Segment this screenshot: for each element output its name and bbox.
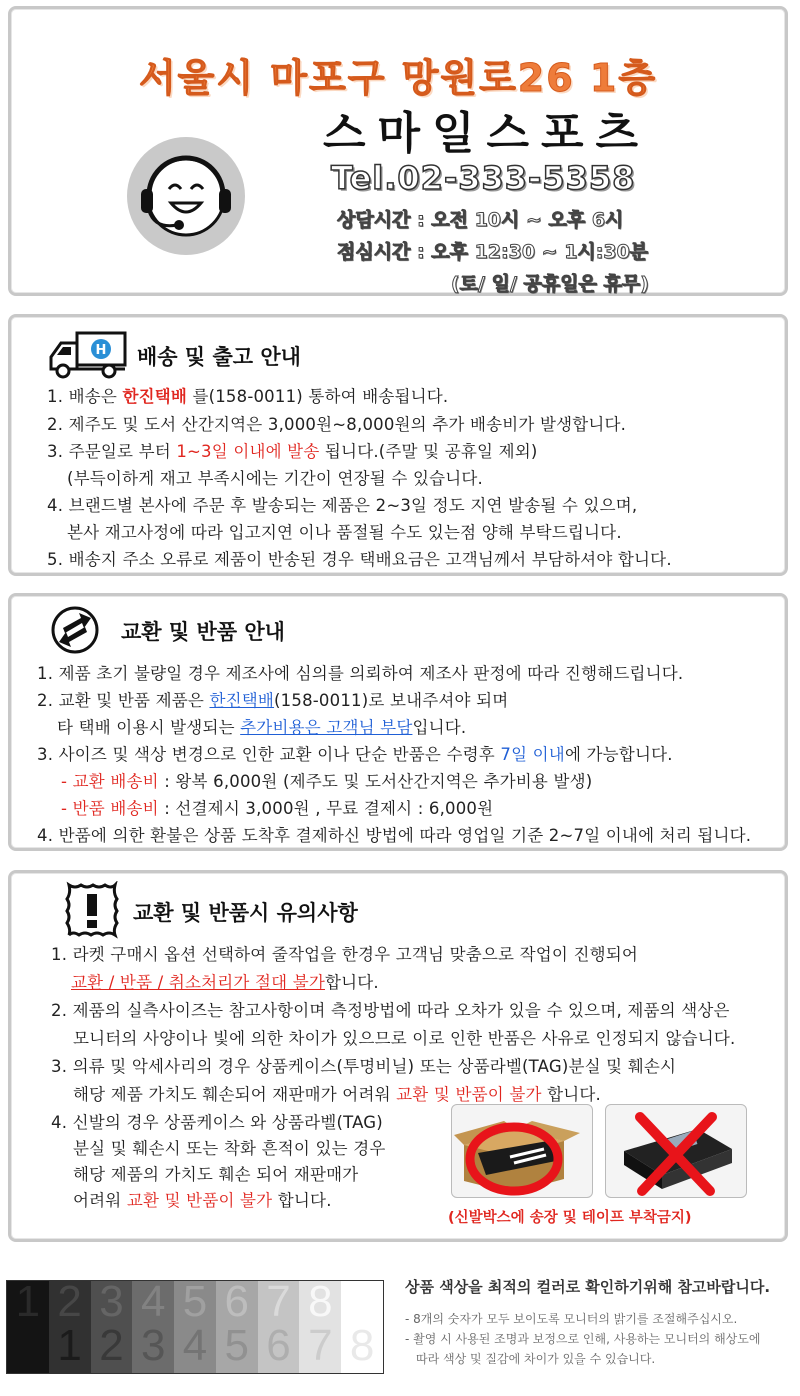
shipping-line-3: 3. 주문일로 부터 1~3일 이내에 발송 됩니다.(주말 및 공휴일 제외) xyxy=(47,442,538,461)
lunch-hours: 점심시간 : 오후 12:30 ~ 1시:30분 xyxy=(337,241,649,263)
store-info-panel xyxy=(8,6,788,296)
digit-dark: 4 xyxy=(182,1321,208,1370)
caution-line-2: 2. 제품의 실측사이즈는 참고사항이며 측정방법에 따라 오차가 있을 수 있으며, 제품의 색상은 xyxy=(51,1001,730,1020)
digit-light: 6 xyxy=(224,1281,249,1326)
digit-light: 3 xyxy=(99,1281,124,1326)
caution-line-2b: 모니터의 사양이나 빛에 의한 차이가 있으므로 이로 인한 반품은 사유로 인정되지 않습니다. xyxy=(73,1029,736,1048)
caution-line-3b: 해당 제품 가치도 훼손되어 재판매가 어려워 교환 및 반품이 불가 합니다. xyxy=(73,1085,601,1104)
shop-name: 스마일스포츠 xyxy=(323,108,651,159)
courier-name: 한진택배 xyxy=(122,387,188,406)
courier-link[interactable]: 한진택배 xyxy=(209,691,275,710)
caution-line-4d: 어려워 교환 및 반품이 불가 합니다. xyxy=(73,1191,332,1210)
exclamation-icon xyxy=(63,881,121,943)
exchange-line-3: 3. 사이즈 및 색상 변경으로 인한 교환 이나 단순 반품은 수령후 7일 이내에 가능합니다. xyxy=(37,745,673,764)
exchange-fee-line: - 교환 배송비 : 왕복 6,000원 (제주도 및 도서산간지역은 추가비용 발생) xyxy=(61,772,593,791)
caution-line-4: 4. 신발의 경우 상품케이스 와 상품라벨(TAG) xyxy=(51,1113,383,1132)
caution-line-1: 1. 라켓 구매시 옵션 선택하여 줄작업을 한경우 고객님 맞춤으로 작업이 진행되어 xyxy=(51,945,639,964)
holiday-notice: (토/ 일/ 공휴일은 휴무) xyxy=(451,273,649,295)
gray-swatch xyxy=(49,1281,91,1373)
caution-line-4b: 분실 및 훼손시 또는 착화 흔적이 있는 경우 xyxy=(73,1139,386,1158)
monitor-note-1: - 8개의 숫자가 모두 보이도록 모니터의 밝기를 조절해주십시오. xyxy=(405,1312,738,1326)
digit-light: 8 xyxy=(308,1281,333,1326)
store-address: 서울시 마포구 망원로26 1층 xyxy=(138,56,658,100)
shipping-line-4b: 본사 재고사정에 따라 입고지연 이나 품절될 수도 있는점 양해 부탁드립니다. xyxy=(67,523,622,542)
gray-swatch xyxy=(174,1281,216,1373)
exchange-line-4: 4. 반품에 의한 환불은 상품 도착후 결제하신 방법에 따라 영업일 기준 2~7일 이내에 처리 됩니다. xyxy=(37,826,752,845)
shipping-line-3b: (부득이하게 재고 부족시에는 기간이 연장될 수 있습니다. xyxy=(67,469,483,488)
gray-swatch xyxy=(216,1281,258,1373)
shoebox-caption: (신발박스에 송장 및 테이프 부착금지) xyxy=(448,1210,692,1226)
shipping-line-5: 5. 배송지 주소 오류로 제품이 반송된 경우 택배요금은 고객님께서 부담하셔야 합니다. xyxy=(47,550,672,569)
extra-cost-link[interactable]: 추가비용은 고객님 부담 xyxy=(240,718,413,737)
monitor-note-3: 따라 색상 및 질감에 차이가 있을 수 있습니다. xyxy=(416,1352,656,1366)
caution-line-1b: 교환 / 반품 / 취소처리가 절대 불가합니다. xyxy=(71,973,379,992)
exchange-line-2b: 타 택배 이용시 발생되는 추가비용은 고객님 부담입니다. xyxy=(57,718,467,737)
gray-swatch xyxy=(132,1281,174,1373)
phone-number[interactable]: Tel.02-333-5358 xyxy=(331,159,636,197)
shipping-info-panel xyxy=(8,314,788,576)
exchange-line-2: 2. 교환 및 반품 제품은 한진택배(158-0011)로 보내주셔야 되며 xyxy=(37,691,509,710)
gray-swatch xyxy=(299,1281,341,1373)
digit-light: 2 xyxy=(57,1281,82,1326)
exchange-info-panel xyxy=(8,593,788,851)
digit-dark: 2 xyxy=(99,1321,124,1370)
exchange-title: 교환 및 반품 안내 xyxy=(121,620,285,644)
digit-dark: 7 xyxy=(308,1321,333,1370)
shoebox-forbidden-icon xyxy=(605,1104,747,1198)
exchange-line-1: 1. 제품 초기 불량일 경우 제조사에 심의를 의뢰하여 제조사 판정에 따라 진행해드립니다. xyxy=(37,664,684,683)
digit-dark: 6 xyxy=(266,1321,291,1370)
shoebox-ok-icon xyxy=(451,1104,593,1198)
shipping-line-1: 1. 배송은 한진택배 를(158-0011) 통하여 배송됩니다. xyxy=(47,387,449,406)
return-fee-line: - 반품 배송비 : 선결제시 3,000원 , 무료 결제시 : 6,000원 xyxy=(61,799,494,818)
monitor-title: 상품 색상을 최적의 컬러로 확인하기위해 참고바랍니다. xyxy=(405,1278,771,1296)
shipping-line-4: 4. 브랜드별 본사에 주문 후 발송되는 제품은 2~3일 정도 지연 발송될 수 있으며, xyxy=(47,496,638,515)
digit-dark: 1 xyxy=(57,1321,82,1370)
consult-hours: 상담시간 : 오전 10시 ~ 오후 6시 xyxy=(337,209,624,231)
svg-text:H: H xyxy=(95,343,107,358)
brightness-test-strip xyxy=(6,1280,384,1374)
gray-swatch xyxy=(7,1281,49,1373)
headset-smiley-icon xyxy=(127,137,245,255)
shipping-line-2: 2. 제주도 및 도서 산간지역은 3,000원~8,000원의 추가 배송비가 발생합니다. xyxy=(47,415,627,434)
gray-swatch xyxy=(91,1281,133,1373)
gray-swatch xyxy=(341,1281,383,1373)
gray-swatch xyxy=(258,1281,300,1373)
digit-dark: 8 xyxy=(349,1321,375,1370)
caution-line-3: 3. 의류 및 악세사리의 경우 상품케이스(투명비닐) 또는 상품라벨(TAG)분실 및 훼손시 xyxy=(51,1057,677,1076)
caution-line-4c: 해당 제품의 가치도 훼손 되어 재판매가 xyxy=(73,1165,359,1184)
digit-dark: 3 xyxy=(140,1321,166,1370)
monitor-note-2: - 촬영 시 사용된 조명과 보정으로 인해, 사용하는 모니터의 해상도에 xyxy=(405,1332,761,1346)
delivery-truck-icon xyxy=(47,329,129,383)
digit-light: 1 xyxy=(15,1281,41,1326)
digit-light: 5 xyxy=(182,1281,208,1326)
caution-title: 교환 및 반품시 유의사항 xyxy=(133,901,358,925)
shipping-title: 배송 및 출고 안내 xyxy=(137,345,301,369)
digit-dark: 5 xyxy=(224,1321,249,1370)
digit-light: 7 xyxy=(266,1281,291,1326)
exchange-arrows-icon xyxy=(47,604,103,660)
digit-light: 4 xyxy=(140,1281,166,1326)
